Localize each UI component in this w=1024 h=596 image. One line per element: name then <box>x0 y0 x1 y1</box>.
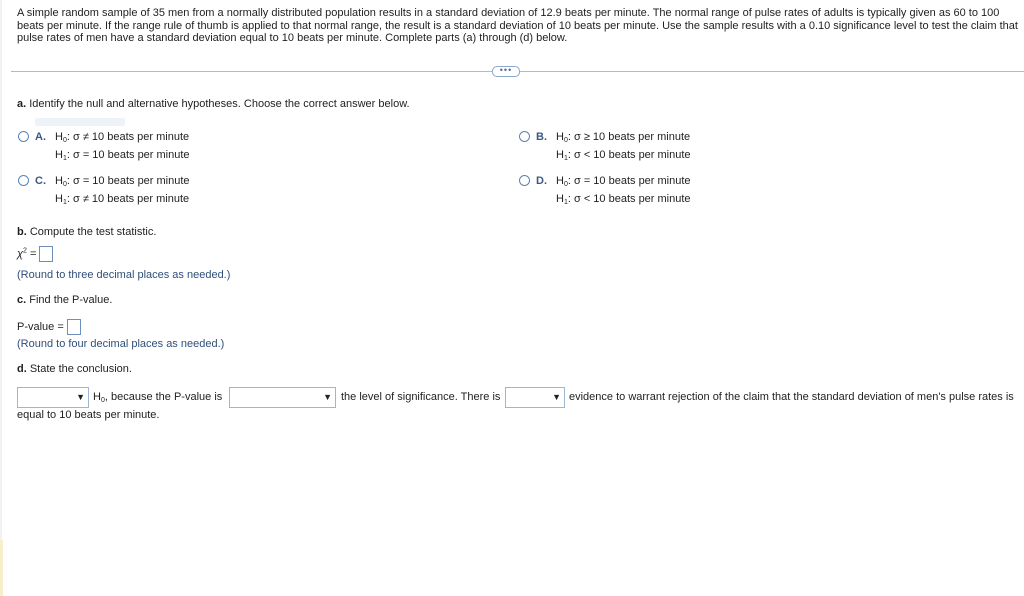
conclusion-text-1: $H_0$, because the P-value is <box>93 391 223 404</box>
part-c-text: Find the P-value. <box>26 294 113 306</box>
more-button[interactable]: ••• <box>492 66 520 77</box>
test-statistic-input[interactable] <box>39 246 53 262</box>
chi-superscript: 2 <box>23 247 27 255</box>
part-d-label: d. <box>17 363 27 375</box>
conclusion-text-3: evidence to warrant rejection of the claim that the standard deviation of men's pulse rates is <box>569 391 1014 403</box>
chevron-down-icon: ▼ <box>76 392 85 402</box>
option-d-h0: $H_0$: σ = 10 beats per minute <box>556 175 691 188</box>
part-d-text: State the conclusion. <box>26 363 132 375</box>
equals-sign: = <box>26 247 37 260</box>
option-a-radio[interactable] <box>18 131 29 142</box>
part-c-hint: (Round to four decimal places as needed.) <box>17 338 225 350</box>
option-b-radio[interactable] <box>519 131 530 142</box>
comparison-dropdown[interactable] <box>229 387 336 408</box>
p-value-input[interactable] <box>67 319 81 335</box>
p-value-label: P-value = <box>17 320 64 333</box>
p-value-row <box>17 319 81 335</box>
answer-highlight <box>35 118 125 126</box>
problem-statement: A simple random sample of 35 men from a normally distributed population results in a standard deviation of 12.9 beats per minute. The normal range of pulse rates of adults is typically given as 60 to 100 beats per minute. If the range rule of thumb is applied to that normal range, the result is a standard deviation of 10 beats per minute. Use the sample results with a 0.10 significance level to test the claim that pulse rates of men have a standard deviation equal to 10 beats per minute. Complete parts (a) through (d) below. <box>17 7 1018 44</box>
option-d-h1: $H_1$: σ < 10 beats per minute <box>556 193 691 206</box>
evidence-dropdown[interactable] <box>505 387 565 408</box>
decision-dropdown[interactable] <box>17 387 89 408</box>
part-a-prompt <box>17 98 410 110</box>
part-d-prompt <box>17 363 132 375</box>
left-border <box>0 0 2 596</box>
conclusion-text-4: equal to 10 beats per minute. <box>17 409 160 421</box>
part-a-text: Identify the null and alternative hypotheses. Choose the correct answer below. <box>26 98 410 110</box>
chi-symbol: χ <box>17 247 24 260</box>
left-accent-bar <box>0 540 3 596</box>
option-a-h0: $H_0$: σ ≠ 10 beats per minute <box>55 131 190 144</box>
option-b-h0: $H_0$: σ ≥ 10 beats per minute <box>556 131 691 144</box>
option-c-h0: $H_0$: σ = 10 beats per minute <box>55 175 190 188</box>
option-a-h1: $H_1$: σ = 10 beats per minute <box>55 149 190 162</box>
option-b-h1: $H_1$: σ < 10 beats per minute <box>556 149 691 162</box>
test-statistic-row <box>17 246 53 262</box>
part-b-hint: (Round to three decimal places as needed.) <box>17 269 231 281</box>
part-b-prompt <box>17 226 156 238</box>
part-b-label: b. <box>17 226 27 238</box>
part-c-prompt <box>17 294 112 306</box>
chevron-down-icon: ▼ <box>323 392 332 402</box>
conclusion-text-2: the level of significance. There is <box>341 391 501 403</box>
option-c-letter: C. <box>35 175 46 187</box>
chevron-down-icon: ▼ <box>552 392 561 402</box>
option-a-letter: A. <box>35 131 46 143</box>
option-c-radio[interactable] <box>18 175 29 186</box>
part-c-label: c. <box>17 294 27 306</box>
option-c-h1: $H_1$: σ ≠ 10 beats per minute <box>55 193 190 206</box>
part-a-label: a. <box>17 98 27 110</box>
option-d-letter: D. <box>536 175 547 187</box>
option-d-radio[interactable] <box>519 175 530 186</box>
part-b-text: Compute the test statistic. <box>26 226 157 238</box>
option-b-letter: B. <box>536 131 547 143</box>
